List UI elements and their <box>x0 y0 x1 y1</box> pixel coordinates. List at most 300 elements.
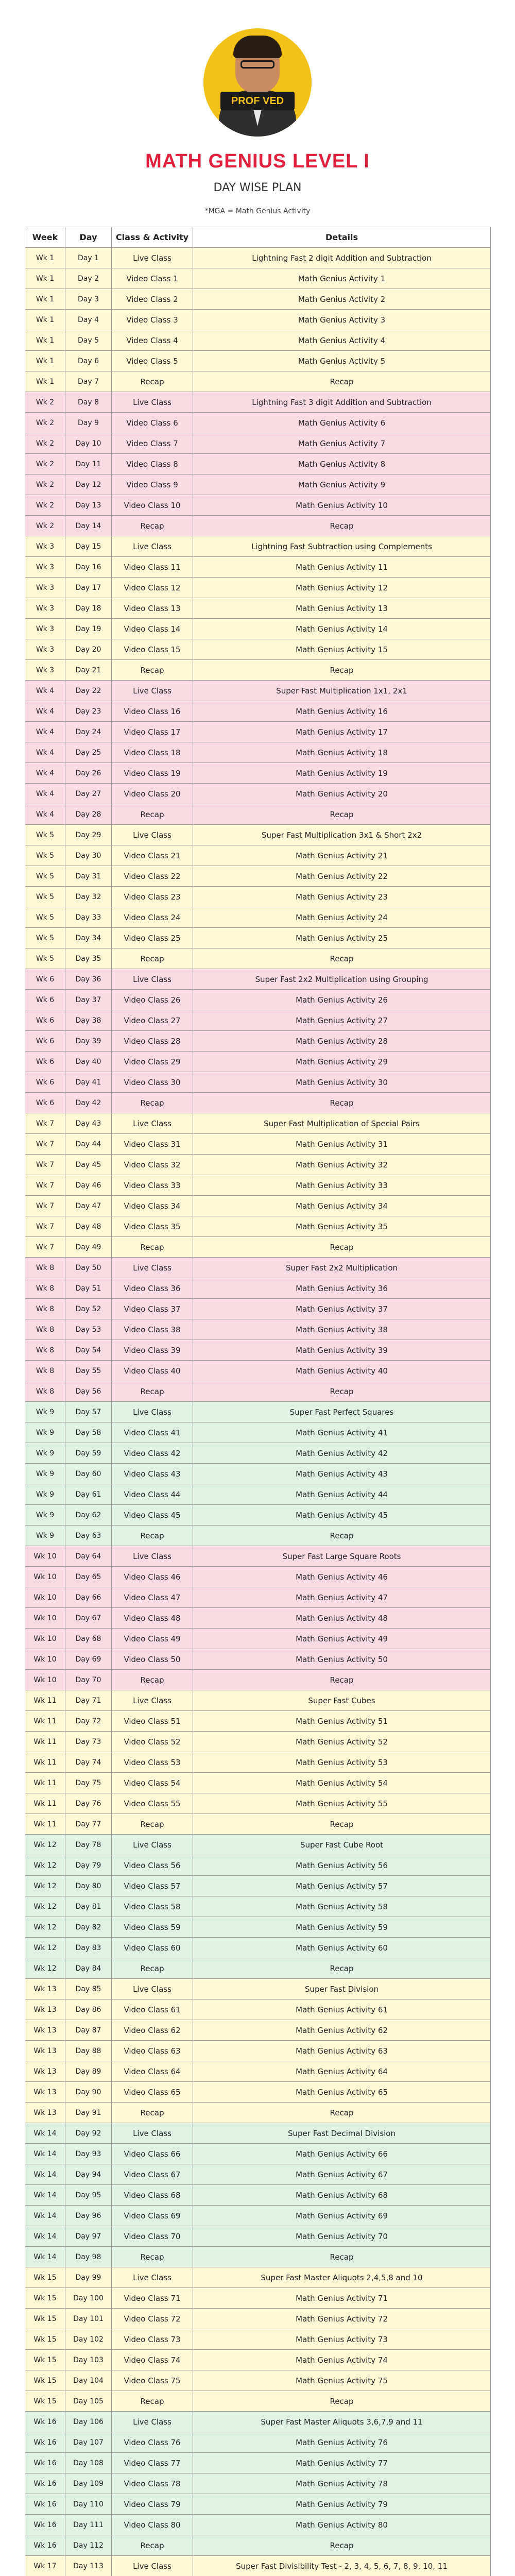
cell-class-activity: Video Class 50 <box>112 1649 193 1670</box>
cell-week: Wk 12 <box>25 1938 65 1958</box>
table-row <box>25 413 491 433</box>
cell-details: Math Genius Activity 14 <box>193 619 491 639</box>
cell-week: Wk 4 <box>25 701 65 722</box>
cell-details: Math Genius Activity 24 <box>193 907 491 928</box>
cell-week: Wk 8 <box>25 1381 65 1402</box>
table-row <box>25 1732 491 1752</box>
table-row <box>25 2185 491 2206</box>
cell-day: Day 5 <box>65 330 112 351</box>
table-row <box>25 1629 491 1649</box>
cell-week: Wk 5 <box>25 928 65 948</box>
cell-day: Day 46 <box>65 1175 112 1196</box>
cell-day: Day 18 <box>65 598 112 619</box>
cell-details: Recap <box>193 2247 491 2267</box>
table-row <box>25 2164 491 2185</box>
cell-class-activity: Video Class 76 <box>112 2432 193 2453</box>
table-row <box>25 495 491 516</box>
cell-week: Wk 11 <box>25 1752 65 1773</box>
cell-details: Super Fast Master Aliquots 3,6,7,9 and 11 <box>193 2412 491 2432</box>
cell-day: Day 25 <box>65 742 112 763</box>
cell-details: Math Genius Activity 65 <box>193 2082 491 2103</box>
table-row <box>25 990 491 1010</box>
table-row <box>25 2020 491 2041</box>
cell-week: Wk 8 <box>25 1361 65 1381</box>
cell-week: Wk 11 <box>25 1793 65 1814</box>
cell-day: Day 95 <box>65 2185 112 2206</box>
cell-class-activity: Video Class 21 <box>112 845 193 866</box>
cell-week: Wk 2 <box>25 454 65 474</box>
cell-day: Day 3 <box>65 289 112 310</box>
cell-class-activity: Recap <box>112 804 193 825</box>
cell-week: Wk 15 <box>25 2329 65 2350</box>
cell-details: Math Genius Activity 64 <box>193 2061 491 2082</box>
cell-details: Math Genius Activity 52 <box>193 1732 491 1752</box>
cell-week: Wk 2 <box>25 495 65 516</box>
cell-day: Day 69 <box>65 1649 112 1670</box>
cell-week: Wk 10 <box>25 1670 65 1690</box>
table-row <box>25 392 491 413</box>
cell-details: Math Genius Activity 15 <box>193 639 491 660</box>
table-row <box>25 969 491 990</box>
cell-day: Day 60 <box>65 1464 112 1484</box>
cell-day: Day 26 <box>65 763 112 784</box>
column-header-week: Week <box>25 227 65 248</box>
cell-class-activity: Video Class 7 <box>112 433 193 454</box>
cell-details: Math Genius Activity 74 <box>193 2350 491 2370</box>
cell-class-activity: Live Class <box>112 1546 193 1567</box>
cell-day: Day 15 <box>65 536 112 557</box>
cell-day: Day 72 <box>65 1711 112 1732</box>
cell-details: Math Genius Activity 20 <box>193 784 491 804</box>
column-header-day: Day <box>65 227 112 248</box>
cell-details: Math Genius Activity 47 <box>193 1587 491 1608</box>
cell-details: Math Genius Activity 7 <box>193 433 491 454</box>
cell-day: Day 54 <box>65 1340 112 1361</box>
cell-day: Day 42 <box>65 1093 112 1113</box>
cell-day: Day 10 <box>65 433 112 454</box>
cell-week: Wk 14 <box>25 2164 65 2185</box>
cell-details: Math Genius Activity 31 <box>193 1134 491 1155</box>
table-row <box>25 1299 491 1319</box>
table-row <box>25 2453 491 2473</box>
cell-details: Math Genius Activity 40 <box>193 1361 491 1381</box>
cell-day: Day 29 <box>65 825 112 845</box>
table-row <box>25 1196 491 1216</box>
cell-class-activity: Video Class 54 <box>112 1773 193 1793</box>
cell-details: Math Genius Activity 33 <box>193 1175 491 1196</box>
cell-details: Lightning Fast 2 digit Addition and Subtraction <box>193 248 491 268</box>
cell-day: Day 78 <box>65 1835 112 1855</box>
cell-day: Day 27 <box>65 784 112 804</box>
cell-day: Day 109 <box>65 2473 112 2494</box>
cell-day: Day 17 <box>65 578 112 598</box>
cell-details: Math Genius Activity 35 <box>193 1216 491 1237</box>
cell-details: Math Genius Activity 18 <box>193 742 491 763</box>
table-row <box>25 2350 491 2370</box>
cell-week: Wk 15 <box>25 2267 65 2288</box>
cell-details: Recap <box>193 1958 491 1979</box>
cell-details: Math Genius Activity 4 <box>193 330 491 351</box>
cell-class-activity: Recap <box>112 1670 193 1690</box>
table-row <box>25 2288 491 2309</box>
cell-day: Day 83 <box>65 1938 112 1958</box>
cell-class-activity: Video Class 33 <box>112 1175 193 1196</box>
cell-week: Wk 6 <box>25 990 65 1010</box>
table-row <box>25 1505 491 1526</box>
cell-details: Recap <box>193 1381 491 1402</box>
cell-day: Day 33 <box>65 907 112 928</box>
cell-week: Wk 8 <box>25 1258 65 1278</box>
table-row <box>25 1052 491 1072</box>
cell-week: Wk 1 <box>25 289 65 310</box>
cell-week: Wk 12 <box>25 1835 65 1855</box>
cell-class-activity: Video Class 70 <box>112 2226 193 2247</box>
cell-class-activity: Live Class <box>112 1835 193 1855</box>
cell-class-activity: Live Class <box>112 2412 193 2432</box>
cell-day: Day 97 <box>65 2226 112 2247</box>
cell-day: Day 19 <box>65 619 112 639</box>
cell-week: Wk 1 <box>25 330 65 351</box>
cell-day: Day 108 <box>65 2453 112 2473</box>
cell-class-activity: Video Class 71 <box>112 2288 193 2309</box>
table-row <box>25 1876 491 1896</box>
cell-details: Math Genius Activity 77 <box>193 2453 491 2473</box>
cell-day: Day 39 <box>65 1031 112 1052</box>
cell-week: Wk 6 <box>25 1093 65 1113</box>
table-row <box>25 578 491 598</box>
cell-class-activity: Video Class 57 <box>112 1876 193 1896</box>
table-row <box>25 928 491 948</box>
table-row <box>25 784 491 804</box>
cell-class-activity: Video Class 15 <box>112 639 193 660</box>
cell-week: Wk 14 <box>25 2206 65 2226</box>
table-row <box>25 2412 491 2432</box>
cell-day: Day 87 <box>65 2020 112 2041</box>
cell-week: Wk 10 <box>25 1587 65 1608</box>
cell-class-activity: Video Class 20 <box>112 784 193 804</box>
cell-details: Math Genius Activity 26 <box>193 990 491 1010</box>
cell-details: Math Genius Activity 76 <box>193 2432 491 2453</box>
cell-day: Day 85 <box>65 1979 112 1999</box>
cell-week: Wk 5 <box>25 845 65 866</box>
cell-details: Math Genius Activity 6 <box>193 413 491 433</box>
cell-class-activity: Video Class 1 <box>112 268 193 289</box>
table-row <box>25 1979 491 1999</box>
cell-day: Day 41 <box>65 1072 112 1093</box>
cell-class-activity: Video Class 17 <box>112 722 193 742</box>
cell-day: Day 110 <box>65 2494 112 2515</box>
cell-day: Day 48 <box>65 1216 112 1237</box>
cell-day: Day 76 <box>65 1793 112 1814</box>
table-row <box>25 248 491 268</box>
cell-week: Wk 11 <box>25 1814 65 1835</box>
cell-details: Recap <box>193 1237 491 1258</box>
table-row <box>25 804 491 825</box>
cell-details: Super Fast Perfect Squares <box>193 1402 491 1422</box>
cell-details: Math Genius Activity 53 <box>193 1752 491 1773</box>
cell-class-activity: Recap <box>112 1093 193 1113</box>
cell-week: Wk 5 <box>25 825 65 845</box>
table-row <box>25 1155 491 1175</box>
page-header <box>0 0 515 227</box>
cell-day: Day 57 <box>65 1402 112 1422</box>
cell-day: Day 77 <box>65 1814 112 1835</box>
cell-class-activity: Video Class 55 <box>112 1793 193 1814</box>
cell-week: Wk 11 <box>25 1732 65 1752</box>
cell-class-activity: Video Class 74 <box>112 2350 193 2370</box>
cell-details: Math Genius Activity 56 <box>193 1855 491 1876</box>
cell-day: Day 13 <box>65 495 112 516</box>
cell-class-activity: Video Class 5 <box>112 351 193 371</box>
table-row <box>25 598 491 619</box>
table-row <box>25 887 491 907</box>
cell-day: Day 94 <box>65 2164 112 2185</box>
table-row <box>25 268 491 289</box>
table-row <box>25 1649 491 1670</box>
cell-class-activity: Recap <box>112 1237 193 1258</box>
cell-details: Math Genius Activity 70 <box>193 2226 491 2247</box>
cell-week: Wk 3 <box>25 619 65 639</box>
table-row <box>25 1134 491 1155</box>
cell-details: Super Fast Multiplication 3x1 & Short 2x2 <box>193 825 491 845</box>
cell-class-activity: Live Class <box>112 2123 193 2144</box>
cell-details: Recap <box>193 1526 491 1546</box>
cell-week: Wk 7 <box>25 1237 65 1258</box>
cell-details: Super Fast Decimal Division <box>193 2123 491 2144</box>
table-row <box>25 763 491 784</box>
table-row <box>25 1711 491 1732</box>
table-row <box>25 454 491 474</box>
table-row <box>25 433 491 454</box>
table-row <box>25 2370 491 2391</box>
table-row <box>25 1484 491 1505</box>
table-row <box>25 1793 491 1814</box>
cell-day: Day 104 <box>65 2370 112 2391</box>
table-row <box>25 619 491 639</box>
cell-details: Math Genius Activity 73 <box>193 2329 491 2350</box>
cell-class-activity: Live Class <box>112 536 193 557</box>
cell-class-activity: Video Class 6 <box>112 413 193 433</box>
table-row <box>25 1093 491 1113</box>
cell-week: Wk 16 <box>25 2535 65 2556</box>
cell-class-activity: Video Class 79 <box>112 2494 193 2515</box>
cell-details: Math Genius Activity 63 <box>193 2041 491 2061</box>
cell-week: Wk 8 <box>25 1340 65 1361</box>
cell-day: Day 84 <box>65 1958 112 1979</box>
cell-day: Day 92 <box>65 2123 112 2144</box>
cell-details: Recap <box>193 2103 491 2123</box>
cell-details: Math Genius Activity 71 <box>193 2288 491 2309</box>
cell-week: Wk 14 <box>25 2185 65 2206</box>
cell-class-activity: Video Class 78 <box>112 2473 193 2494</box>
cell-week: Wk 13 <box>25 1979 65 1999</box>
table-row <box>25 1216 491 1237</box>
cell-class-activity: Video Class 12 <box>112 578 193 598</box>
cell-details: Math Genius Activity 43 <box>193 1464 491 1484</box>
cell-week: Wk 17 <box>25 2556 65 2576</box>
cell-class-activity: Video Class 66 <box>112 2144 193 2164</box>
table-row <box>25 2309 491 2329</box>
cell-week: Wk 2 <box>25 516 65 536</box>
table-row <box>25 2206 491 2226</box>
cell-week: Wk 12 <box>25 1876 65 1896</box>
cell-week: Wk 10 <box>25 1629 65 1649</box>
cell-class-activity: Video Class 46 <box>112 1567 193 1587</box>
cell-day: Day 66 <box>65 1587 112 1608</box>
table-row <box>25 2391 491 2412</box>
cell-details: Math Genius Activity 59 <box>193 1917 491 1938</box>
cell-class-activity: Video Class 30 <box>112 1072 193 1093</box>
cell-class-activity: Recap <box>112 660 193 681</box>
table-row <box>25 1917 491 1938</box>
cell-day: Day 34 <box>65 928 112 948</box>
cell-day: Day 45 <box>65 1155 112 1175</box>
cell-week: Wk 6 <box>25 1010 65 1031</box>
cell-class-activity: Recap <box>112 2391 193 2412</box>
cell-week: Wk 16 <box>25 2494 65 2515</box>
cell-class-activity: Video Class 23 <box>112 887 193 907</box>
cell-week: Wk 4 <box>25 681 65 701</box>
table-row <box>25 2123 491 2144</box>
cell-week: Wk 2 <box>25 474 65 495</box>
cell-week: Wk 12 <box>25 1958 65 1979</box>
cell-week: Wk 16 <box>25 2473 65 2494</box>
cell-details: Math Genius Activity 54 <box>193 1773 491 1793</box>
cell-details: Math Genius Activity 51 <box>193 1711 491 1732</box>
cell-details: Math Genius Activity 1 <box>193 268 491 289</box>
cell-day: Day 35 <box>65 948 112 969</box>
cell-day: Day 11 <box>65 454 112 474</box>
cell-class-activity: Video Class 26 <box>112 990 193 1010</box>
cell-details: Math Genius Activity 28 <box>193 1031 491 1052</box>
cell-day: Day 75 <box>65 1773 112 1793</box>
cell-class-activity: Video Class 58 <box>112 1896 193 1917</box>
cell-day: Day 55 <box>65 1361 112 1381</box>
cell-week: Wk 7 <box>25 1113 65 1134</box>
cell-week: Wk 13 <box>25 2103 65 2123</box>
cell-day: Day 102 <box>65 2329 112 2350</box>
cell-details: Super Fast 2x2 Multiplication using Grouping <box>193 969 491 990</box>
cell-details: Super Fast Master Aliquots 2,4,5,8 and 10 <box>193 2267 491 2288</box>
cell-day: Day 65 <box>65 1567 112 1587</box>
cell-details: Math Genius Activity 46 <box>193 1567 491 1587</box>
cell-day: Day 81 <box>65 1896 112 1917</box>
cell-class-activity: Recap <box>112 948 193 969</box>
cell-details: Math Genius Activity 41 <box>193 1422 491 1443</box>
cell-details: Math Genius Activity 10 <box>193 495 491 516</box>
cell-week: Wk 9 <box>25 1526 65 1546</box>
cell-details: Math Genius Activity 29 <box>193 1052 491 1072</box>
cell-day: Day 100 <box>65 2288 112 2309</box>
table-row <box>25 1752 491 1773</box>
cell-week: Wk 1 <box>25 371 65 392</box>
cell-day: Day 37 <box>65 990 112 1010</box>
cell-details: Math Genius Activity 60 <box>193 1938 491 1958</box>
cell-class-activity: Live Class <box>112 1258 193 1278</box>
cell-day: Day 88 <box>65 2041 112 2061</box>
column-header-class-activity: Class & Activity <box>112 227 193 248</box>
cell-class-activity: Video Class 11 <box>112 557 193 578</box>
cell-details: Math Genius Activity 23 <box>193 887 491 907</box>
table-row <box>25 2247 491 2267</box>
table-row <box>25 907 491 928</box>
cell-class-activity: Live Class <box>112 392 193 413</box>
table-row <box>25 1422 491 1443</box>
cell-details: Math Genius Activity 13 <box>193 598 491 619</box>
table-row <box>25 1608 491 1629</box>
cell-week: Wk 7 <box>25 1196 65 1216</box>
cell-details: Math Genius Activity 42 <box>193 1443 491 1464</box>
table-row <box>25 1237 491 1258</box>
cell-class-activity: Video Class 56 <box>112 1855 193 1876</box>
cell-details: Math Genius Activity 68 <box>193 2185 491 2206</box>
cell-day: Day 59 <box>65 1443 112 1464</box>
table-row <box>25 1958 491 1979</box>
cell-class-activity: Video Class 36 <box>112 1278 193 1299</box>
cell-day: Day 105 <box>65 2391 112 2412</box>
cell-week: Wk 10 <box>25 1567 65 1587</box>
column-header-details: Details <box>193 227 491 248</box>
cell-class-activity: Video Class 80 <box>112 2515 193 2535</box>
page-title: MATH GENIUS LEVEL I <box>145 150 370 172</box>
cell-class-activity: Video Class 8 <box>112 454 193 474</box>
cell-day: Day 103 <box>65 2350 112 2370</box>
cell-class-activity: Recap <box>112 1958 193 1979</box>
cell-week: Wk 15 <box>25 2309 65 2329</box>
cell-details: Math Genius Activity 11 <box>193 557 491 578</box>
cell-class-activity: Video Class 19 <box>112 763 193 784</box>
table-row <box>25 1113 491 1134</box>
cell-class-activity: Video Class 18 <box>112 742 193 763</box>
cell-details: Lightning Fast 3 digit Addition and Subtraction <box>193 392 491 413</box>
cell-class-activity: Video Class 48 <box>112 1608 193 1629</box>
cell-day: Day 6 <box>65 351 112 371</box>
cell-week: Wk 4 <box>25 763 65 784</box>
cell-day: Day 111 <box>65 2515 112 2535</box>
cell-week: Wk 4 <box>25 784 65 804</box>
table-row <box>25 1690 491 1711</box>
table-row <box>25 742 491 763</box>
cell-class-activity: Video Class 34 <box>112 1196 193 1216</box>
cell-class-activity: Video Class 24 <box>112 907 193 928</box>
table-row <box>25 825 491 845</box>
cell-class-activity: Video Class 22 <box>112 866 193 887</box>
table-row <box>25 2432 491 2453</box>
cell-details: Math Genius Activity 39 <box>193 1340 491 1361</box>
cell-details: Recap <box>193 660 491 681</box>
cell-week: Wk 4 <box>25 804 65 825</box>
cell-class-activity: Video Class 2 <box>112 289 193 310</box>
cell-class-activity: Video Class 69 <box>112 2206 193 2226</box>
cell-class-activity: Video Class 16 <box>112 701 193 722</box>
table-row <box>25 1670 491 1690</box>
cell-class-activity: Video Class 13 <box>112 598 193 619</box>
table-row <box>25 2515 491 2535</box>
cell-week: Wk 7 <box>25 1155 65 1175</box>
cell-week: Wk 14 <box>25 2144 65 2164</box>
cell-day: Day 44 <box>65 1134 112 1155</box>
cell-details: Super Fast Multiplication of Special Pairs <box>193 1113 491 1134</box>
cell-day: Day 30 <box>65 845 112 866</box>
cell-details: Math Genius Activity 72 <box>193 2309 491 2329</box>
cell-day: Day 68 <box>65 1629 112 1649</box>
table-row <box>25 1546 491 1567</box>
table-row <box>25 1010 491 1031</box>
table-row <box>25 1814 491 1835</box>
cell-week: Wk 10 <box>25 1649 65 1670</box>
cell-class-activity: Live Class <box>112 681 193 701</box>
cell-class-activity: Video Class 42 <box>112 1443 193 1464</box>
